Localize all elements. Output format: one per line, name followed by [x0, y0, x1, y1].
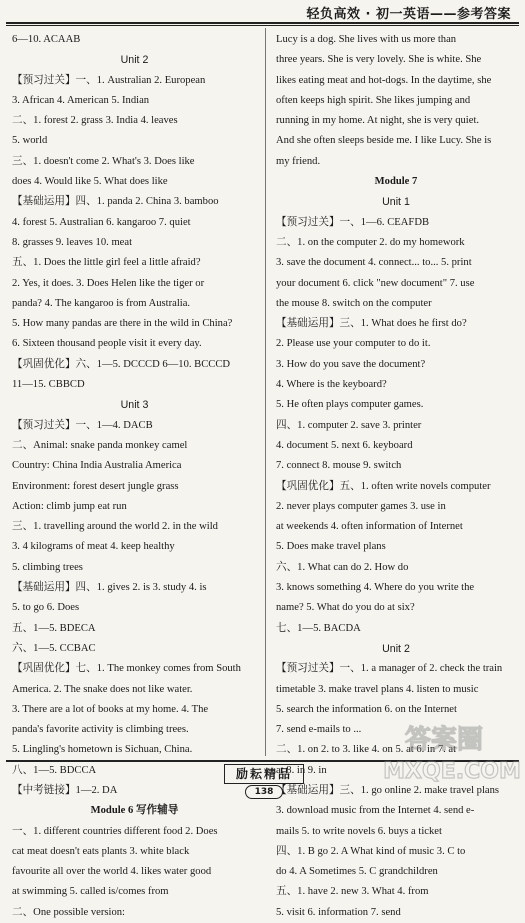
watermark-logo: [382, 712, 522, 790]
section-heading: Module 6 写作辅导: [90, 805, 179, 817]
answer-line: 8. grasses 9. leaves 10. meat: [12, 236, 133, 248]
answer-line: And she often sleeps beside me. I like Lucy. She is: [276, 135, 492, 147]
answer-line: Country: China India Australia America: [12, 460, 182, 472]
answer-line: often keeps high spirit. She likes jumping and: [276, 94, 471, 106]
answer-line: Lucy is a dog. She lives with us more than: [276, 34, 457, 45]
answer-line: 【基础运用】三、1. go online 2. make travel plans: [276, 784, 500, 796]
answer-line: 3. 4 kilograms of meat 4. keep healthy: [12, 541, 175, 553]
answer-line: mails 5. to write novels 6. buys a ticket: [276, 825, 442, 837]
answer-line: 5. Does make travel plans: [276, 541, 386, 553]
answer-line: 4. Where is the keyboard?: [276, 379, 387, 391]
answer-line: 7. send e-mails to ...: [276, 724, 362, 736]
answer-line: 4. document 5. next 6. keyboard: [276, 439, 413, 451]
answer-line: 3. There are a lot of books at my home. 4. The: [12, 703, 209, 715]
answer-line: 二、1. on 2. to 3. like 4. on 5. at 6. in 7. at: [276, 744, 457, 756]
answer-line: name? 5. What do you do at six?: [276, 602, 415, 614]
answer-line: panda's favorite activity is climbing trees.: [12, 724, 189, 736]
answer-line: at weekends 4. often information of Internet: [276, 521, 463, 533]
answer-line: 5. world: [12, 135, 48, 147]
answer-line: 【基础运用】四、1. gives 2. is 3. study 4. is: [12, 582, 207, 594]
answer-line: timetable 3. make travel plans 4. listen to music: [276, 683, 479, 695]
answer-line: 三、1. travelling around the world 2. in the wild: [12, 521, 218, 533]
section-heading: Module 7: [374, 176, 418, 188]
section-heading: Unit 2: [120, 54, 149, 67]
answer-line: 【基础运用】四、1. panda 2. China 3. bamboo: [12, 196, 219, 208]
answer-line: 3. save the document 4. connect... to... 5. print: [276, 257, 472, 269]
answer-line: 6—10. ACAAB: [12, 34, 81, 45]
answer-line: 【预习过关】一、1—6. CEAFDB: [276, 216, 430, 228]
answer-line: 6. Sixteen thousand people visit it every day.: [12, 338, 202, 350]
answer-line: 【基础运用】三、1. What does he first do?: [276, 318, 467, 330]
answer-line: 一、1. different countries different food 2. Does: [12, 825, 218, 837]
answer-line: 5. climbing trees: [12, 561, 83, 573]
section-heading: Unit 1: [382, 196, 410, 209]
answer-line: 四、1. B go 2. A What kind of music 3. C to: [276, 845, 466, 857]
answer-line: panda? 4. The kangaroo is from Australia.: [12, 297, 191, 309]
answer-line: 【预习过关】一、1—4. DACB: [12, 419, 153, 431]
answer-line: three years. She is very lovely. She is white. She: [276, 54, 482, 66]
header-rule: [6, 22, 519, 24]
answer-line: Action: climb jump eat run: [12, 500, 127, 512]
answer-line: 四、1. computer 2. save 3. printer: [276, 419, 422, 431]
answer-line: 六、1—5. CCBAC: [12, 642, 96, 654]
answer-line: 5. Lingling's hometown is Sichuan, China.: [12, 744, 193, 756]
header-title: 轻负高效 · 初一英语——参考答案: [306, 7, 511, 22]
answer-line: 三、1. doesn't come 2. What's 3. Does like: [12, 155, 195, 167]
answer-line: 5. search the information 6. on the Internet: [276, 703, 457, 715]
answer-line: 3. African 4. American 5. Indian: [12, 94, 150, 106]
answer-line: running in my home. At night, she is very quiet.: [276, 115, 480, 127]
answer-line: 【预习过关】一、1. Australian 2. European: [12, 74, 206, 86]
answer-line: 【巩固优化】五、1. often write novels computer: [276, 480, 491, 492]
answer-line: cat meat doesn't eats plants 3. white black: [12, 845, 190, 857]
answer-line: 二、1. on the computer 2. do my homework: [276, 236, 465, 248]
answer-line: 5. He often plays computer games.: [276, 399, 424, 411]
answer-line: 二、Animal: snake panda monkey camel: [12, 439, 188, 451]
footer-logo: 励耘精品: [224, 764, 304, 784]
answer-line: 11—15. CBBCD: [12, 379, 85, 391]
answer-line: America. 2. The snake does not like water.: [12, 683, 193, 695]
answer-line: at 8. in 9. in: [276, 764, 327, 776]
page-header: [0, 0, 525, 24]
answer-line: 2. Yes, it does. 3. Does Helen like the tiger or: [12, 277, 205, 289]
answer-line: 五、1. have 2. new 3. What 4. from: [276, 886, 429, 898]
section-heading: Unit 3: [120, 399, 149, 412]
answer-line: 【中考链接】1—2. DA: [12, 784, 118, 796]
answer-line: your document 6. click "new document" 7. use: [276, 277, 475, 289]
answer-line: 五、1—5. BDECA: [12, 622, 96, 634]
answer-line: 7. connect 8. mouse 9. switch: [276, 460, 402, 472]
page-number: 138: [245, 785, 283, 799]
answer-line: do 4. A Sometimes 5. C grandchildren: [276, 866, 438, 878]
answer-line: 七、1—5. BACDA: [276, 622, 361, 634]
answer-line: Environment: forest desert jungle grass: [12, 480, 179, 492]
answer-line: 5. to go 6. Does: [12, 602, 80, 614]
answer-line: at swimming 5. called is/comes from: [12, 886, 169, 898]
answer-line: 5. How many pandas are there in the wild in China?: [12, 318, 233, 330]
svg-text:答案圈: 答案圈: [404, 725, 484, 755]
header-rule-thin: [6, 25, 519, 26]
answer-line: 5. visit 6. information 7. send: [276, 906, 401, 918]
answer-line: does 4. Would like 5. What does like: [12, 176, 168, 188]
answer-line: the mouse 8. switch on the computer: [276, 297, 432, 309]
answer-line: 3. knows something 4. Where do you write the: [276, 582, 475, 594]
answer-line: 2. Please use your computer to do it.: [276, 338, 431, 350]
answer-line: 五、1. Does the little girl feel a little afraid?: [12, 257, 201, 269]
answer-line: 4. forest 5. Australian 6. kangaroo 7. quiet: [12, 216, 191, 228]
answer-line: 【巩固优化】七、1. The monkey comes from South: [12, 663, 241, 675]
answer-line: my friend.: [276, 155, 321, 167]
answer-line: likes eating meat and hot-dogs. In the daytime, she: [276, 74, 492, 86]
answer-line: 3. How do you save the document?: [276, 358, 426, 370]
answer-line: 3. download music from the Internet 4. send e-: [276, 805, 475, 817]
column-divider: [265, 28, 266, 756]
svg-text:MXQE.COM: MXQE.COM: [383, 759, 521, 784]
answer-line: 二、1. forest 2. grass 3. India 4. leaves: [12, 115, 178, 127]
answer-line: 二、One possible version:: [12, 906, 125, 918]
answer-line: 【巩固优化】六、1—5. DCCCD 6—10. BCCCD: [12, 358, 231, 370]
answer-line: favourite all over the world 4. likes water good: [12, 866, 212, 878]
answer-line: 【预习过关】一、1. a manager of 2. check the train: [276, 663, 503, 675]
section-heading: Unit 2: [382, 642, 410, 655]
answer-line: 八、1—5. BDCCA: [12, 764, 97, 776]
answer-line: 2. never plays computer games 3. use in: [276, 500, 446, 512]
answer-line: 六、1. What can do 2. How do: [276, 561, 409, 573]
